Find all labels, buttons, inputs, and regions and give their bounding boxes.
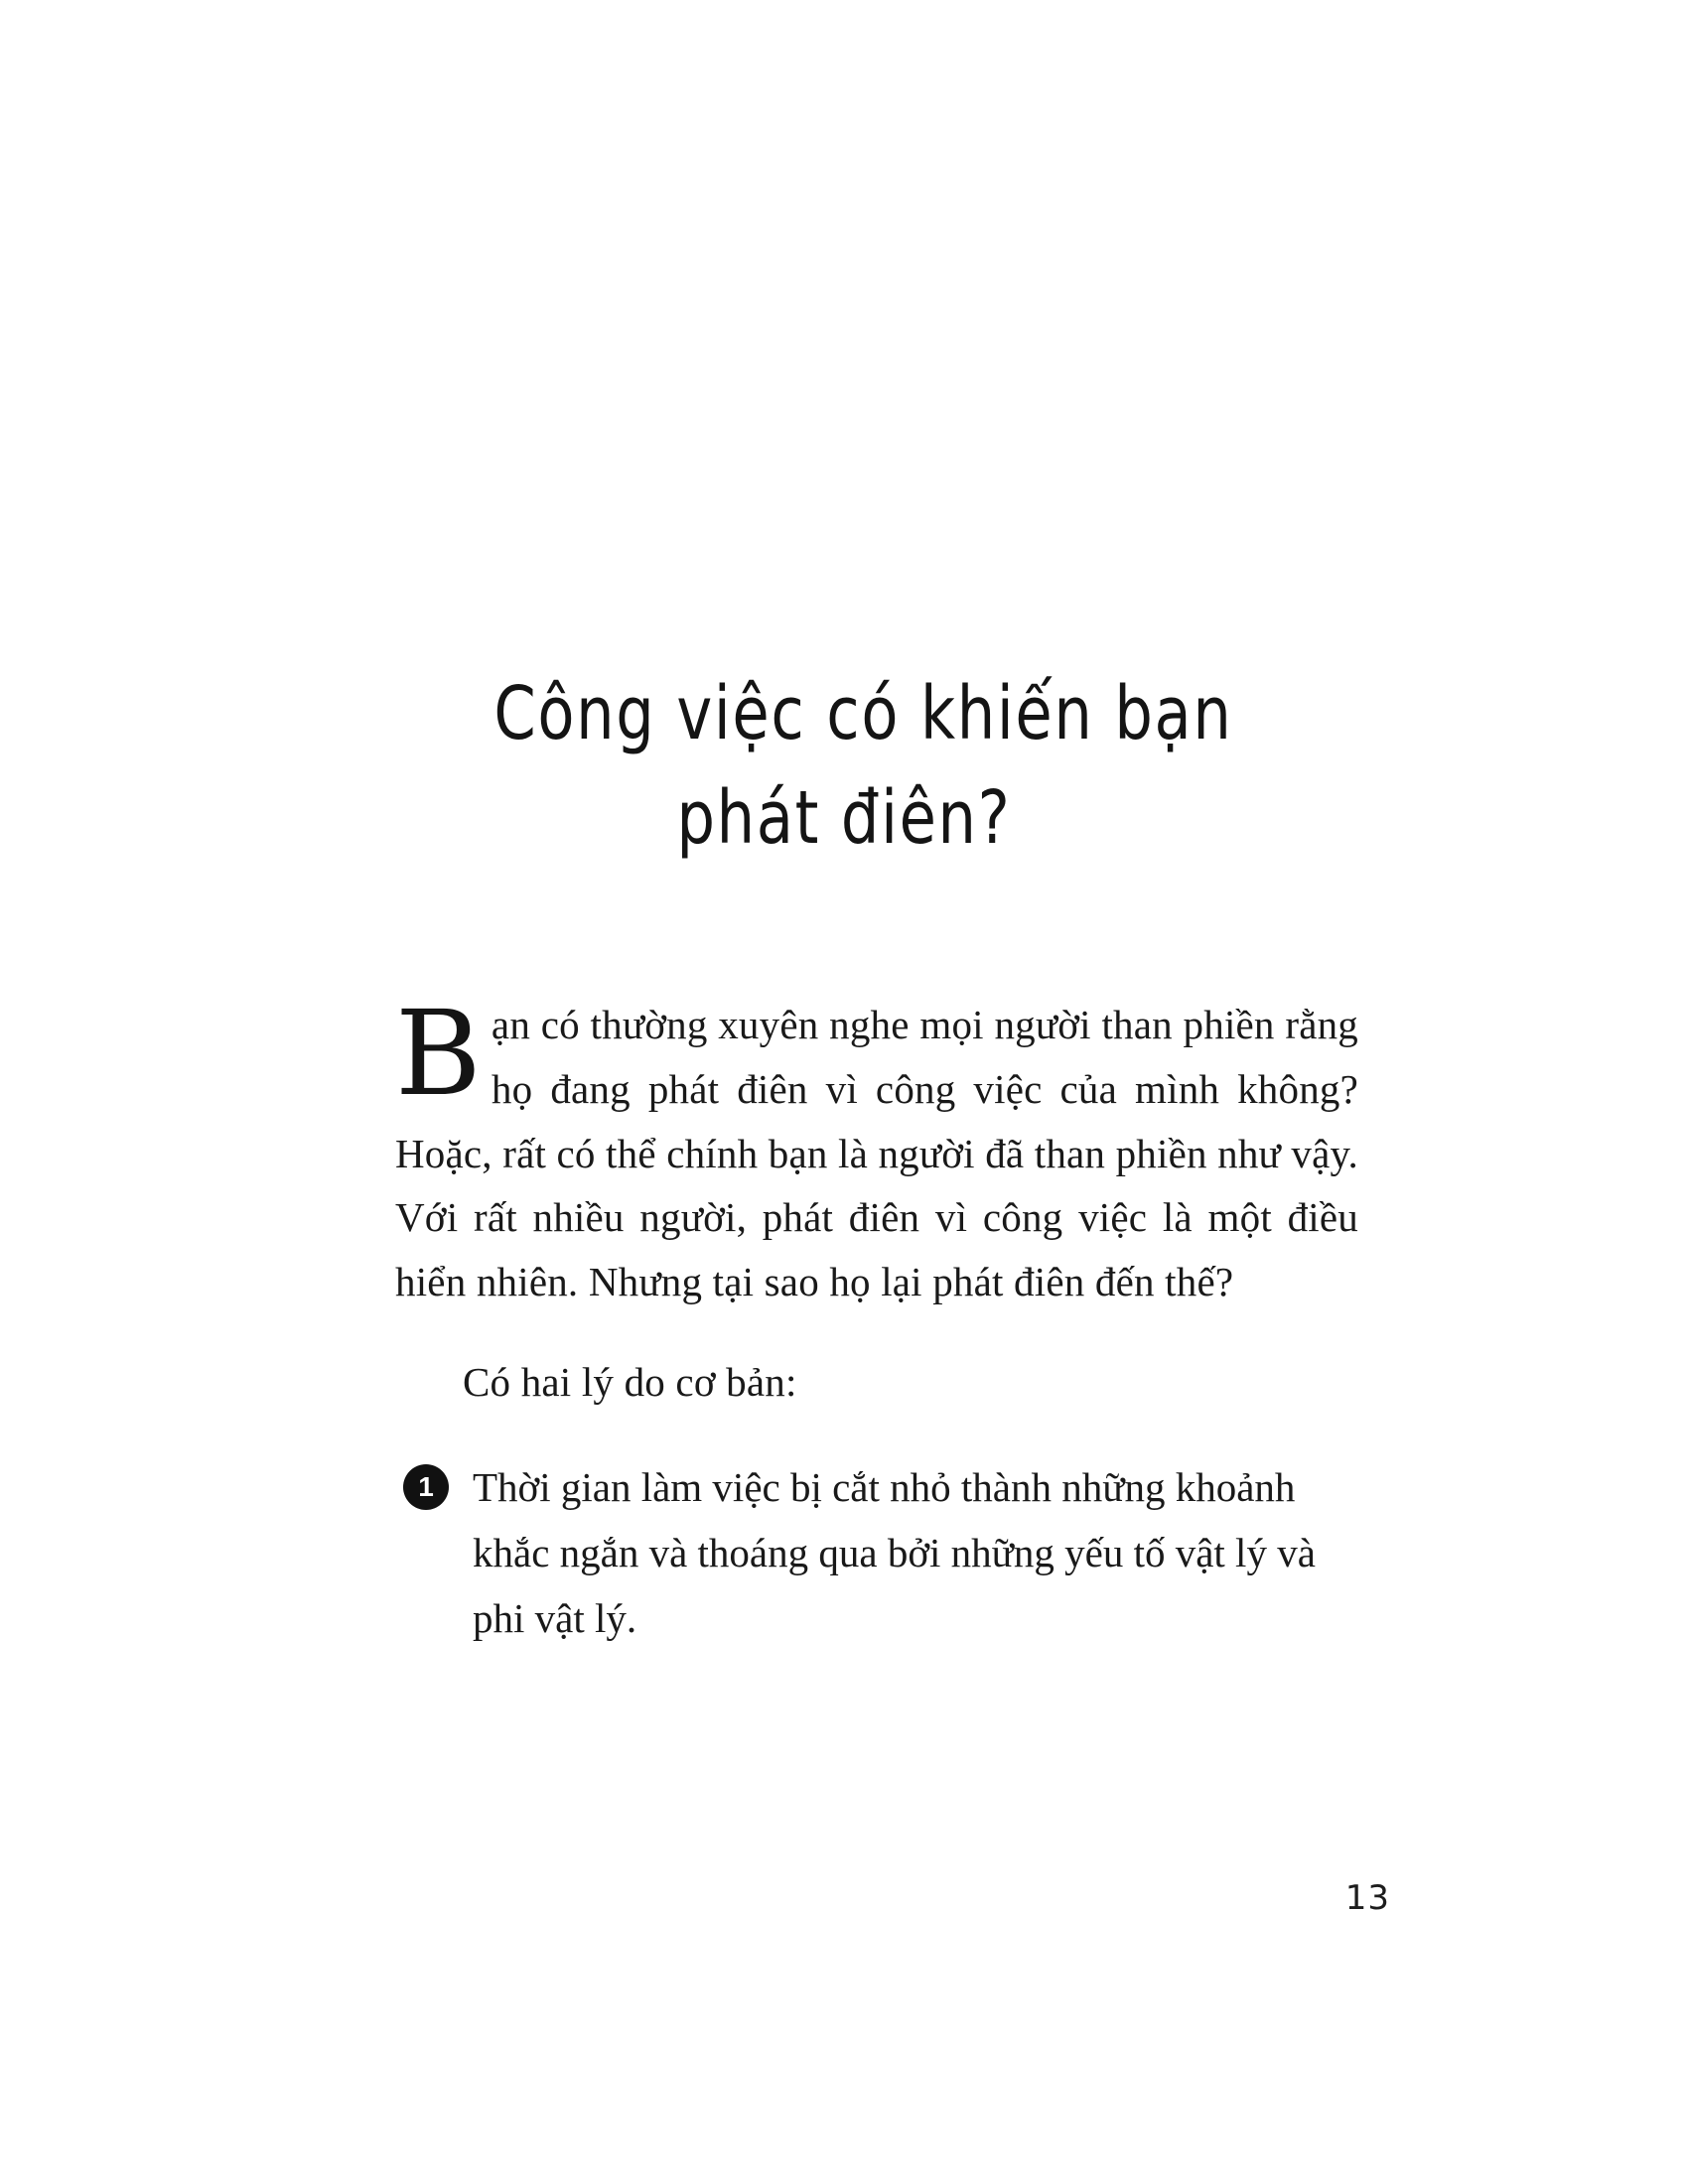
opening-paragraph — [395, 985, 1358, 1314]
drop-cap: B — [395, 985, 482, 1122]
page-title-line-1: Công việc có khiến bạn — [493, 670, 1233, 756]
list-item-text: Thời gian làm việc bị cắt nhỏ thành những khoảnh khắc ngắn và thoáng qua bởi những yếu tố vật lý và phi vật lý. — [473, 1463, 1316, 1642]
two-reasons-paragraph: Có hai lý do cơ bản: — [463, 1358, 797, 1405]
list-item — [395, 1454, 1358, 1652]
page-title — [493, 665, 1233, 870]
list-number-badge: 1 — [403, 1464, 449, 1510]
body-text-column — [395, 985, 1358, 1652]
page-number: 13 — [1344, 1878, 1390, 1918]
opening-paragraph-text: ạn có thường xuyên nghe mọi người than phiền rằng họ đang phát điên vì công việc của mình không? Hoặc, rất có thể chính bạn là người đã than phiền như vậy. Với rất nhiều người, phát điên vì công việc là một điều hiển nhiên. Nhưng tại sao họ lại phát điên đến thế? — [395, 1002, 1358, 1305]
page-title-line-2: phát điên? — [676, 775, 1012, 862]
numbered-list — [395, 1454, 1358, 1652]
